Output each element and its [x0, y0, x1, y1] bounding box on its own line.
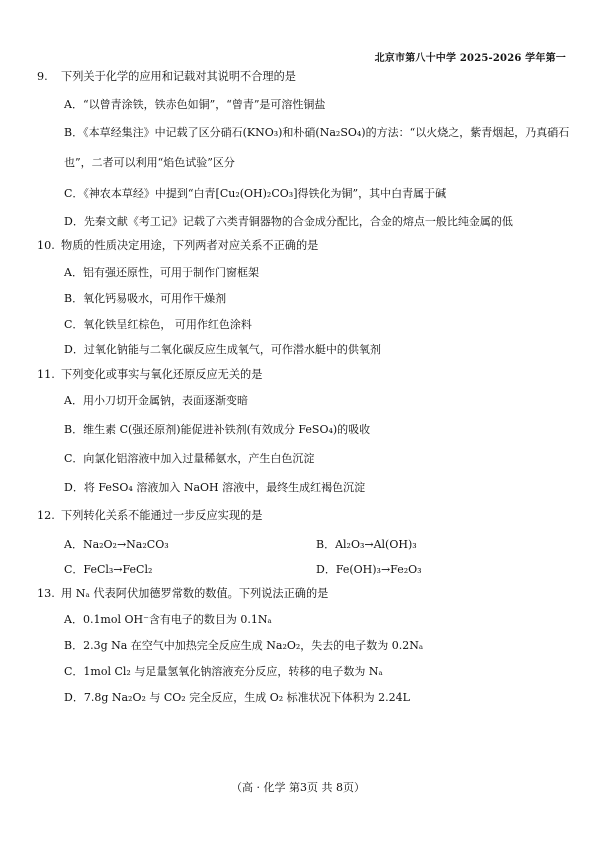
option-d: D．过氧化钠能与二氧化碳反应生成氧气，可作潜水艇中的供氧剂: [64, 343, 381, 356]
question-stem: 物质的性质决定用途，下列两者对应关系不正确的是: [61, 239, 319, 252]
question-number: 10.: [37, 239, 55, 252]
option-c: C．向氯化铝溶液中加入过量稀氨水，产生白色沉淀: [64, 452, 315, 465]
question-stem: 用 Nₐ 代表阿伏加德罗常数的数值。下列说法正确的是: [61, 587, 329, 600]
option-a: A．Na₂O₂→Na₂CO₃: [64, 538, 169, 551]
option-d: D．Fe(OH)₃→Fe₂O₃: [316, 563, 422, 576]
question-stem: 下列变化或事实与氧化还原反应无关的是: [61, 368, 263, 381]
question-stem: 下列关于化学的应用和记载对其说明不合理的是: [61, 70, 296, 83]
option-b: B．《本草经集注》中记载了区分硝石(KNO₃)和朴硝(Na₂SO₄)的方法：“以火烧之，紫青烟起，乃真硝石: [64, 126, 570, 139]
question-number: 9.: [37, 70, 48, 83]
option-d: D．7.8g Na₂O₂ 与 CO₂ 完全反应，生成 O₂ 标准状况下体积为 2.24L: [64, 691, 410, 704]
question-number: 12.: [37, 509, 55, 522]
question-9: [37, 68, 296, 84]
page-header: 北京市第八十中学 2025-2026 学年第一: [374, 53, 566, 64]
question-12: [37, 507, 262, 523]
option-b: B．2.3g Na 在空气中加热完全反应生成 Na₂O₂，失去的电子数为 0.2Nₐ: [64, 639, 424, 652]
question-number: 11.: [37, 368, 55, 381]
option-b: B．维生素 C(强还原剂)能促进补铁剂(有效成分 FeSO₄)的吸收: [64, 423, 371, 436]
option-d: D．先秦文献《考工记》记载了六类青铜器物的合金成分配比，合金的熔点一般比纯金属的低: [64, 215, 513, 228]
option-b: B．Al₂O₃→Al(OH)₃: [316, 538, 417, 551]
page-footer: （高 · 化学 第3页 共 8页）: [231, 781, 365, 794]
option-c: C．FeCl₃→FeCl₂: [64, 563, 153, 576]
option-b: B．氧化钙易吸水，可用作干燥剂: [64, 292, 227, 305]
option-a: A．“以曾青涂铁，铁赤色如铜”，“曾青”是可溶性铜盐: [64, 98, 326, 111]
option-a: A．铝有强还原性，可用于制作门窗框架: [64, 266, 259, 279]
option-b-continued: 也”，二者可以利用“焰色试验”区分: [64, 156, 235, 169]
question-10: [37, 237, 318, 253]
question-11: [37, 366, 262, 382]
question-number: 13.: [37, 587, 55, 600]
option-c: C．1mol Cl₂ 与足量氢氧化钠溶液充分反应，转移的电子数为 Nₐ: [64, 665, 383, 678]
question-13: [37, 585, 328, 601]
question-stem: 下列转化关系不能通过一步反应实现的是: [61, 509, 263, 522]
option-c: C．《神农本草经》中提到“白青[Cu₂(OH)₂CO₃]得铁化为铜”，其中白青属于碱: [64, 187, 447, 200]
option-c: C．氧化铁呈红棕色， 可用作红色涂料: [64, 318, 252, 331]
option-a: A．用小刀切开金属钠，表面逐渐变暗: [64, 394, 248, 407]
option-d: D．将 FeSO₄ 溶液加入 NaOH 溶液中，最终生成红褐色沉淀: [64, 481, 366, 494]
option-a: A．0.1mol OH⁻含有电子的数目为 0.1Nₐ: [64, 613, 272, 626]
